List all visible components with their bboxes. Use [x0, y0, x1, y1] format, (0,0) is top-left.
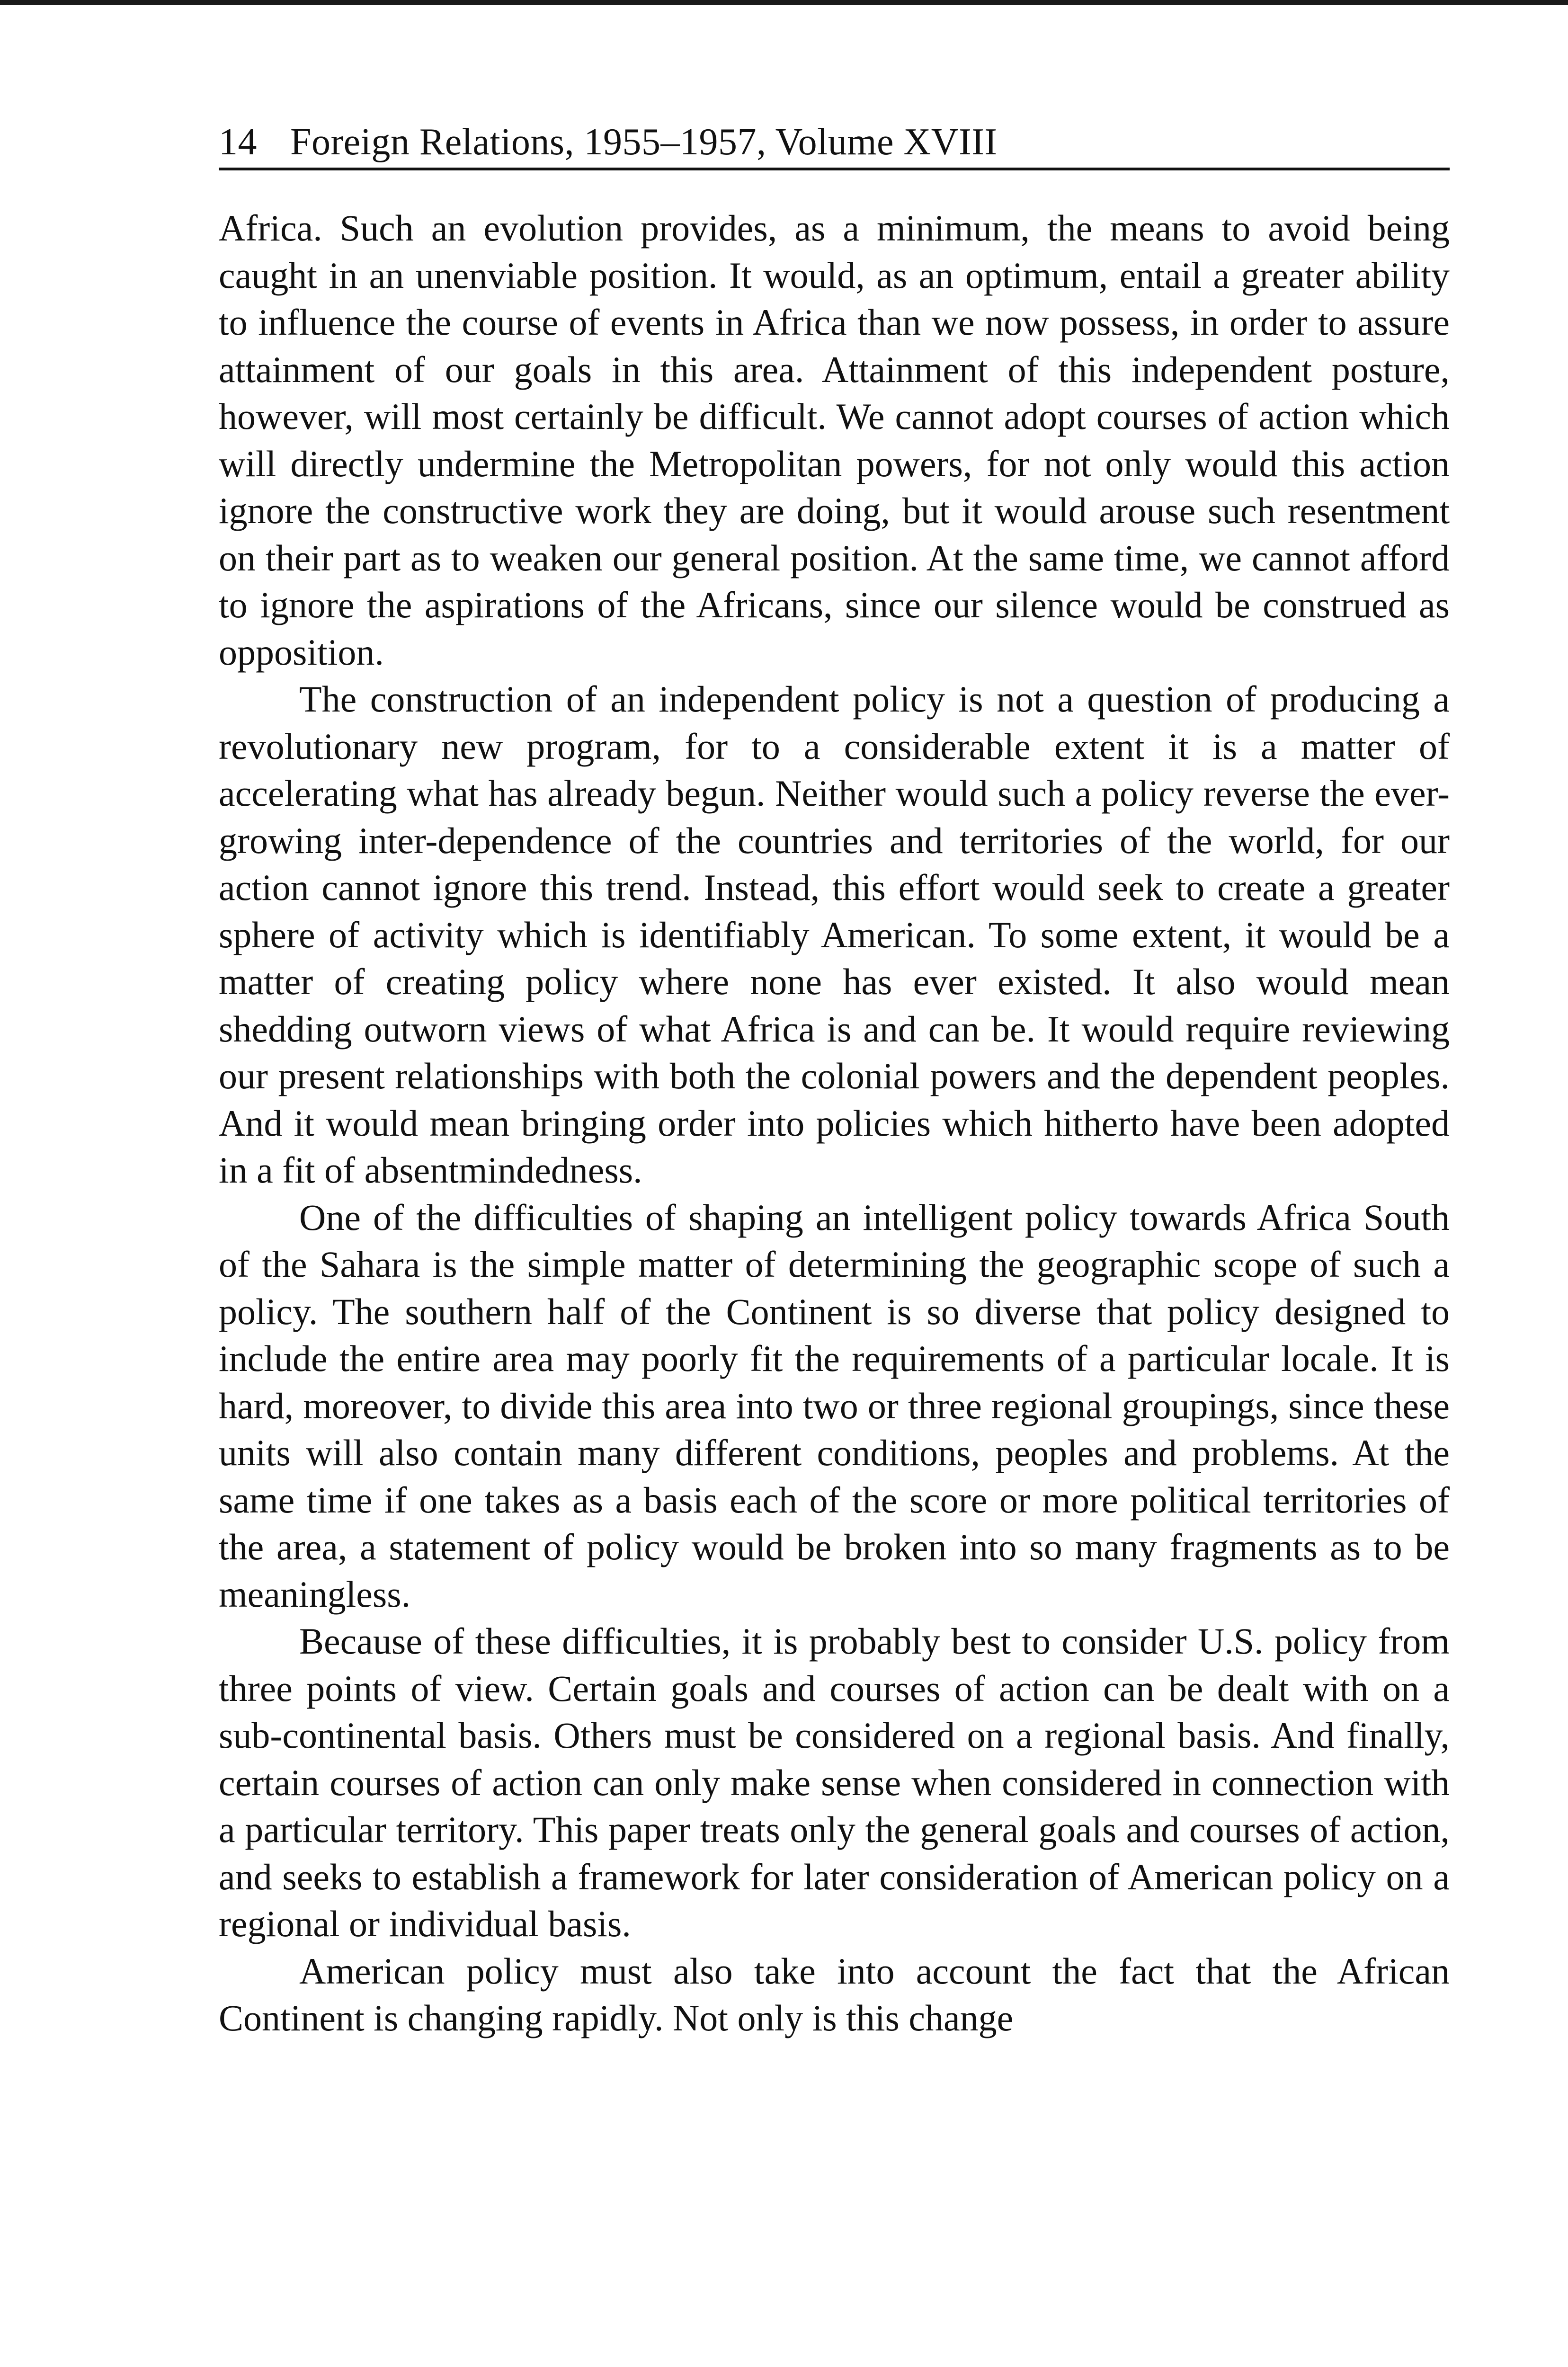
page-number: 14	[219, 121, 257, 163]
top-border-rule	[0, 0, 1568, 5]
body-text	[219, 205, 1450, 2042]
paragraph-1: Africa. Such an evolution provides, as a minimum, the means to avoid being caught in an unenviable position. It would, as an optimum, entail a greater ability to influence the course of events in Africa than we now possess, in order to assure attainment of our goals in this area. Attainment of this independent posture, however, will most certainly be difficult. We cannot adopt courses of action which will directly undermine the Metropolitan powers, for not only would this action ignore the constructive work they are doing, but it would arouse such resentment on their part as to weaken our general position. At the same time, we cannot afford to ignore the aspirations of the Africans, since our silence would be construed as opposition.	[219, 207, 1450, 673]
running-header	[219, 118, 1450, 170]
paragraph-2: The construction of an independent policy is not a question of producing a revolutionary new program, for to a considerable extent it is a matter of accelerating what has already begun. Neither would such a policy reverse the ever-growing inter-dependence of the countries and territories of the world, for our action cannot ignore this trend. Instead, this effort would seek to create a greater sphere of activity which is identifiably American. To some extent, it would be a matter of creating policy where none has ever existed. It also would mean shedding outworn views of what Africa is and can be. It would require reviewing our present relationships with both the colonial powers and the dependent peoples. And it would mean bringing order into policies which hitherto have been adopted in a fit of absentmindedness.	[219, 678, 1450, 1191]
paragraph-3: One of the difficulties of shaping an intelligent policy towards Africa South of the Sahara is the simple matter of determining the geographic scope of such a policy. The southern half of the Continent is so diverse that policy designed to include the entire area may poorly fit the requirements of a particular locale. It is hard, moreover, to divide this area into two or three regional groupings, since these units will also contain many different conditions, peoples and problems. At the same time if one takes as a basis each of the score or more political territories of the area, a statement of policy would be broken into so many fragments as to be meaningless.	[219, 1196, 1450, 1615]
running-title: Foreign Relations, 1955–1957, Volume XVIII	[290, 121, 998, 163]
paragraph-4: Because of these difficulties, it is probably best to consider U.S. policy from three points of view. Certain goals and courses of action can be dealt with on a sub-continental basis. Others must be considered on a regional basis. And finally, certain courses of action can only make sense when considered in connection with a particular territory. This paper treats only the general goals and courses of action, and seeks to establish a framework for later consideration of American policy on a regional or individual basis.	[219, 1620, 1450, 1944]
document-page	[219, 118, 1450, 2042]
paragraph-5: American policy must also take into account the fact that the African Continent is changing rapidly. Not only is this change	[219, 1950, 1450, 2038]
